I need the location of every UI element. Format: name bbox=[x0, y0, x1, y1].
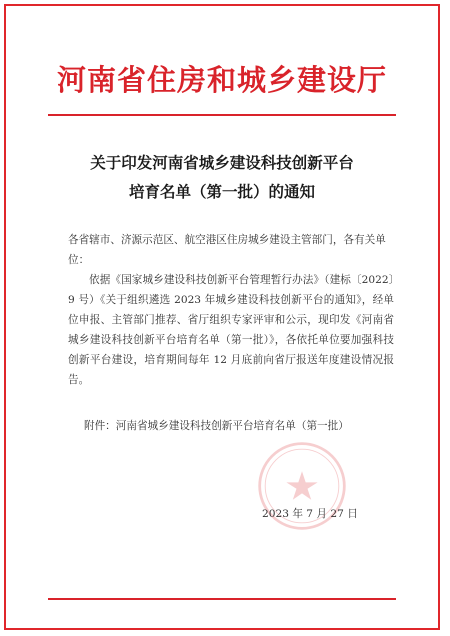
footer-divider bbox=[48, 598, 396, 600]
addressee: 各省辖市、济源示范区、航空港区住房城乡建设主管部门，各有关单位： bbox=[68, 234, 386, 266]
body-paragraph: 依据《国家城乡建设科技创新平台管理暂行办法》（建标〔2022〕9 号）《关于组织遴选 2023 年城乡建设科技创新平台的通知》，经单位申报、主管部门推荐、省厅组织专家评审和公示，现印发《河南省城乡建设科技创新平台培育名单（第一批）》，各依托单位要加强科技创新平台建设，培育期间每年 12 月底前向省厅报送年度建设情况报告。 bbox=[68, 274, 394, 386]
attachment-line: 附件：河南省城乡建设科技创新平台培育名单（第一批） bbox=[84, 420, 349, 432]
document-title-line-2: 培育名单（第一批）的通知 bbox=[128, 182, 315, 201]
page-frame bbox=[4, 4, 440, 630]
document-title-line-1: 关于印发河南省城乡建设科技创新平台 bbox=[90, 153, 354, 172]
issuer-header: 河南省住房和城乡建设厅 bbox=[56, 63, 387, 97]
header-divider bbox=[48, 114, 396, 116]
official-document bbox=[6, 6, 438, 628]
issue-date: 2023 年 7 月 27 日 bbox=[262, 508, 358, 520]
